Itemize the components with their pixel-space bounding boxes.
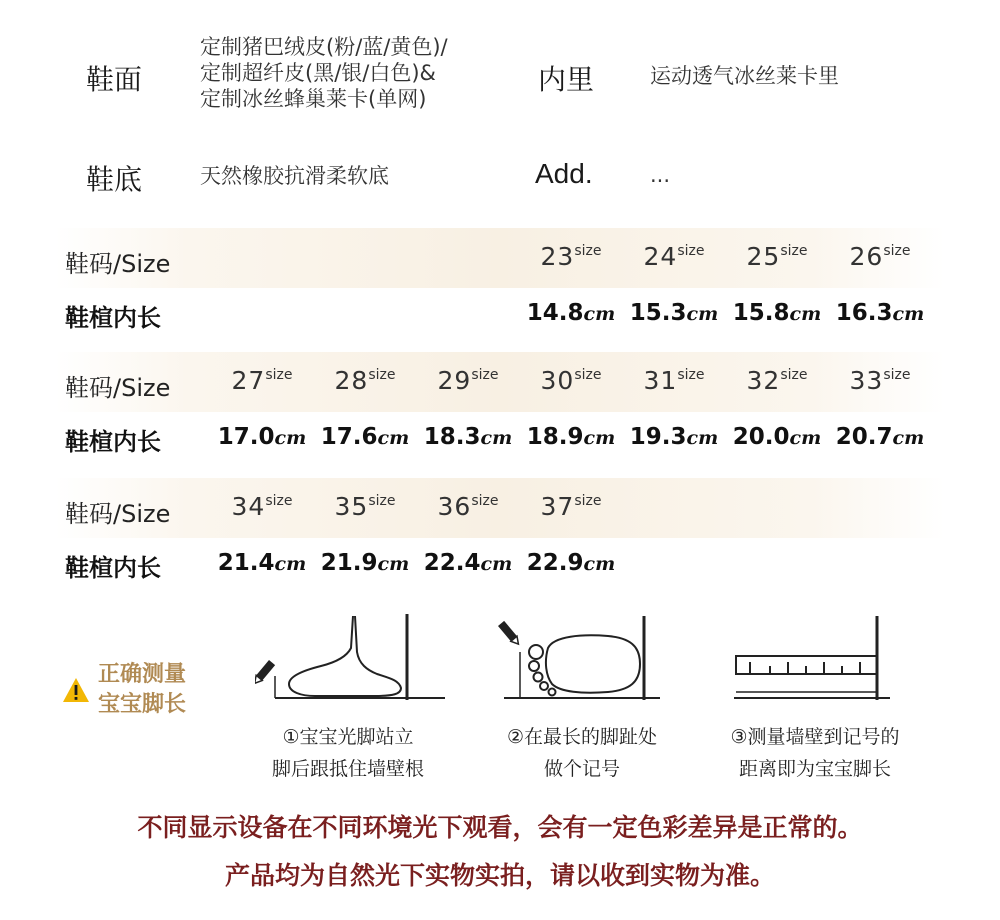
length-cell [727,300,827,326]
length-cell [830,300,930,326]
photo-disclaimer: 产品均为自然光下实物实拍，请以收到实物为准。 [224,861,775,890]
measure-step-1 [228,721,468,785]
size-value: 35 [334,492,369,521]
length-cell [418,550,518,576]
size-cell [830,366,930,395]
length-cell [727,424,827,450]
length-row-label: 鞋楦内长 [65,554,161,582]
length-row-label: 鞋楦内长 [65,304,161,332]
size-suffix: size [471,367,499,383]
size-cell [521,366,621,395]
size-cell [624,366,724,395]
step-text: ②在最长的脚趾处 [506,726,658,748]
upper-material-line: 定制冰丝蜂巢莱卡(单网) [200,87,427,111]
length-unit: cm [583,303,616,325]
length-unit: cm [892,303,925,325]
length-value: 22.4 [423,550,481,576]
size-suffix: size [677,367,705,383]
upper-material-line: 定制超纤皮(黑/银/白色)& [200,61,436,85]
measure-step-3 [695,721,935,785]
size-value: 33 [849,366,884,395]
size-value: 25 [746,242,781,271]
size-value: 36 [437,492,472,521]
size-suffix: size [677,243,705,259]
length-value: 19.3 [629,424,687,450]
step-text: 距离即为宝宝脚长 [738,758,891,780]
length-unit: cm [583,553,616,575]
size-value: 32 [746,366,781,395]
upper-material-line: 定制猪巴绒皮(粉/蓝/黄色)/ [200,35,448,59]
size-suffix: size [574,243,602,259]
size-value: 31 [643,366,678,395]
length-cell [521,424,621,450]
step-text: 脚后跟抵住墙壁根 [271,758,424,780]
length-cell [624,424,724,450]
length-unit: cm [789,303,822,325]
length-unit: cm [480,427,513,449]
length-value: 14.8 [526,300,584,326]
size-value: 27 [231,366,266,395]
length-cell [624,300,724,326]
size-cell [830,242,930,271]
step-text: ③测量墙壁到记号的 [730,726,900,748]
lining-label: 内里 [538,63,595,96]
size-suffix: size [265,493,293,509]
size-cell [315,492,415,521]
length-row-label: 鞋楦内长 [65,428,161,456]
length-unit: cm [274,427,307,449]
color-disclaimer: 不同显示设备在不同环境光下观看，会有一定色彩差异是正常的。 [137,813,863,842]
length-value: 20.0 [732,424,790,450]
size-cell [521,242,621,271]
step-text: ①宝宝光脚站立 [282,726,414,748]
length-unit: cm [686,303,719,325]
size-suffix: size [780,367,808,383]
ruler-illustration [730,612,890,702]
sole-value: 天然橡胶抗滑柔软底 [200,164,389,188]
size-cell [727,242,827,271]
size-cell [212,492,312,521]
size-suffix: size [780,243,808,259]
size-suffix: size [265,367,293,383]
length-value: 20.7 [835,424,893,450]
size-row-label: 鞋码/Size [65,374,171,402]
size-value: 24 [643,242,678,271]
length-cell [212,424,312,450]
length-cell [315,550,415,576]
size-cell [521,492,621,521]
size-suffix: size [574,493,602,509]
size-value: 28 [334,366,369,395]
length-cell [418,424,518,450]
length-unit: cm [789,427,822,449]
length-value: 18.9 [526,424,584,450]
size-row-label: 鞋码/Size [65,250,171,278]
length-unit: cm [274,553,307,575]
add-label: Add. [535,158,593,189]
measure-step-2 [462,721,702,785]
lining-value: 运动透气冰丝莱卡里 [650,64,839,88]
size-value: 34 [231,492,266,521]
length-unit: cm [892,427,925,449]
length-unit: cm [377,553,410,575]
length-value: 16.3 [835,300,893,326]
length-cell [521,300,621,326]
length-value: 21.9 [320,550,378,576]
size-suffix: size [471,493,499,509]
length-unit: cm [377,427,410,449]
measure-title-line: 正确测量 [98,662,187,687]
length-value: 17.6 [320,424,378,450]
foot-top-illustration [490,612,660,702]
size-value: 26 [849,242,884,271]
length-cell [830,424,930,450]
length-cell [315,424,415,450]
size-value: 23 [540,242,575,271]
length-value: 18.3 [423,424,481,450]
size-row-label: 鞋码/Size [65,500,171,528]
size-cell [418,366,518,395]
add-value: ... [650,163,671,187]
upper-label: 鞋面 [86,63,143,96]
length-value: 21.4 [217,550,275,576]
foot-side-illustration [255,612,445,702]
measure-title-line: 宝宝脚长 [98,692,187,717]
size-suffix: size [368,493,396,509]
length-unit: cm [480,553,513,575]
length-value: 22.9 [526,550,584,576]
size-suffix: size [574,367,602,383]
size-value: 37 [540,492,575,521]
length-value: 15.8 [732,300,790,326]
length-unit: cm [583,427,616,449]
length-unit: cm [686,427,719,449]
length-cell [521,550,621,576]
size-cell [727,366,827,395]
measure-title [98,660,218,720]
size-suffix: size [883,243,911,259]
size-value: 30 [540,366,575,395]
length-value: 17.0 [217,424,275,450]
length-cell [212,550,312,576]
length-value: 15.3 [629,300,687,326]
size-cell [212,366,312,395]
size-value: 29 [437,366,472,395]
size-cell [418,492,518,521]
warning-icon [62,677,90,703]
size-cell [624,242,724,271]
size-suffix: size [883,367,911,383]
upper-materials [200,34,448,112]
step-text: 做个记号 [543,758,620,780]
sole-label: 鞋底 [86,163,143,196]
size-suffix: size [368,367,396,383]
size-cell [315,366,415,395]
